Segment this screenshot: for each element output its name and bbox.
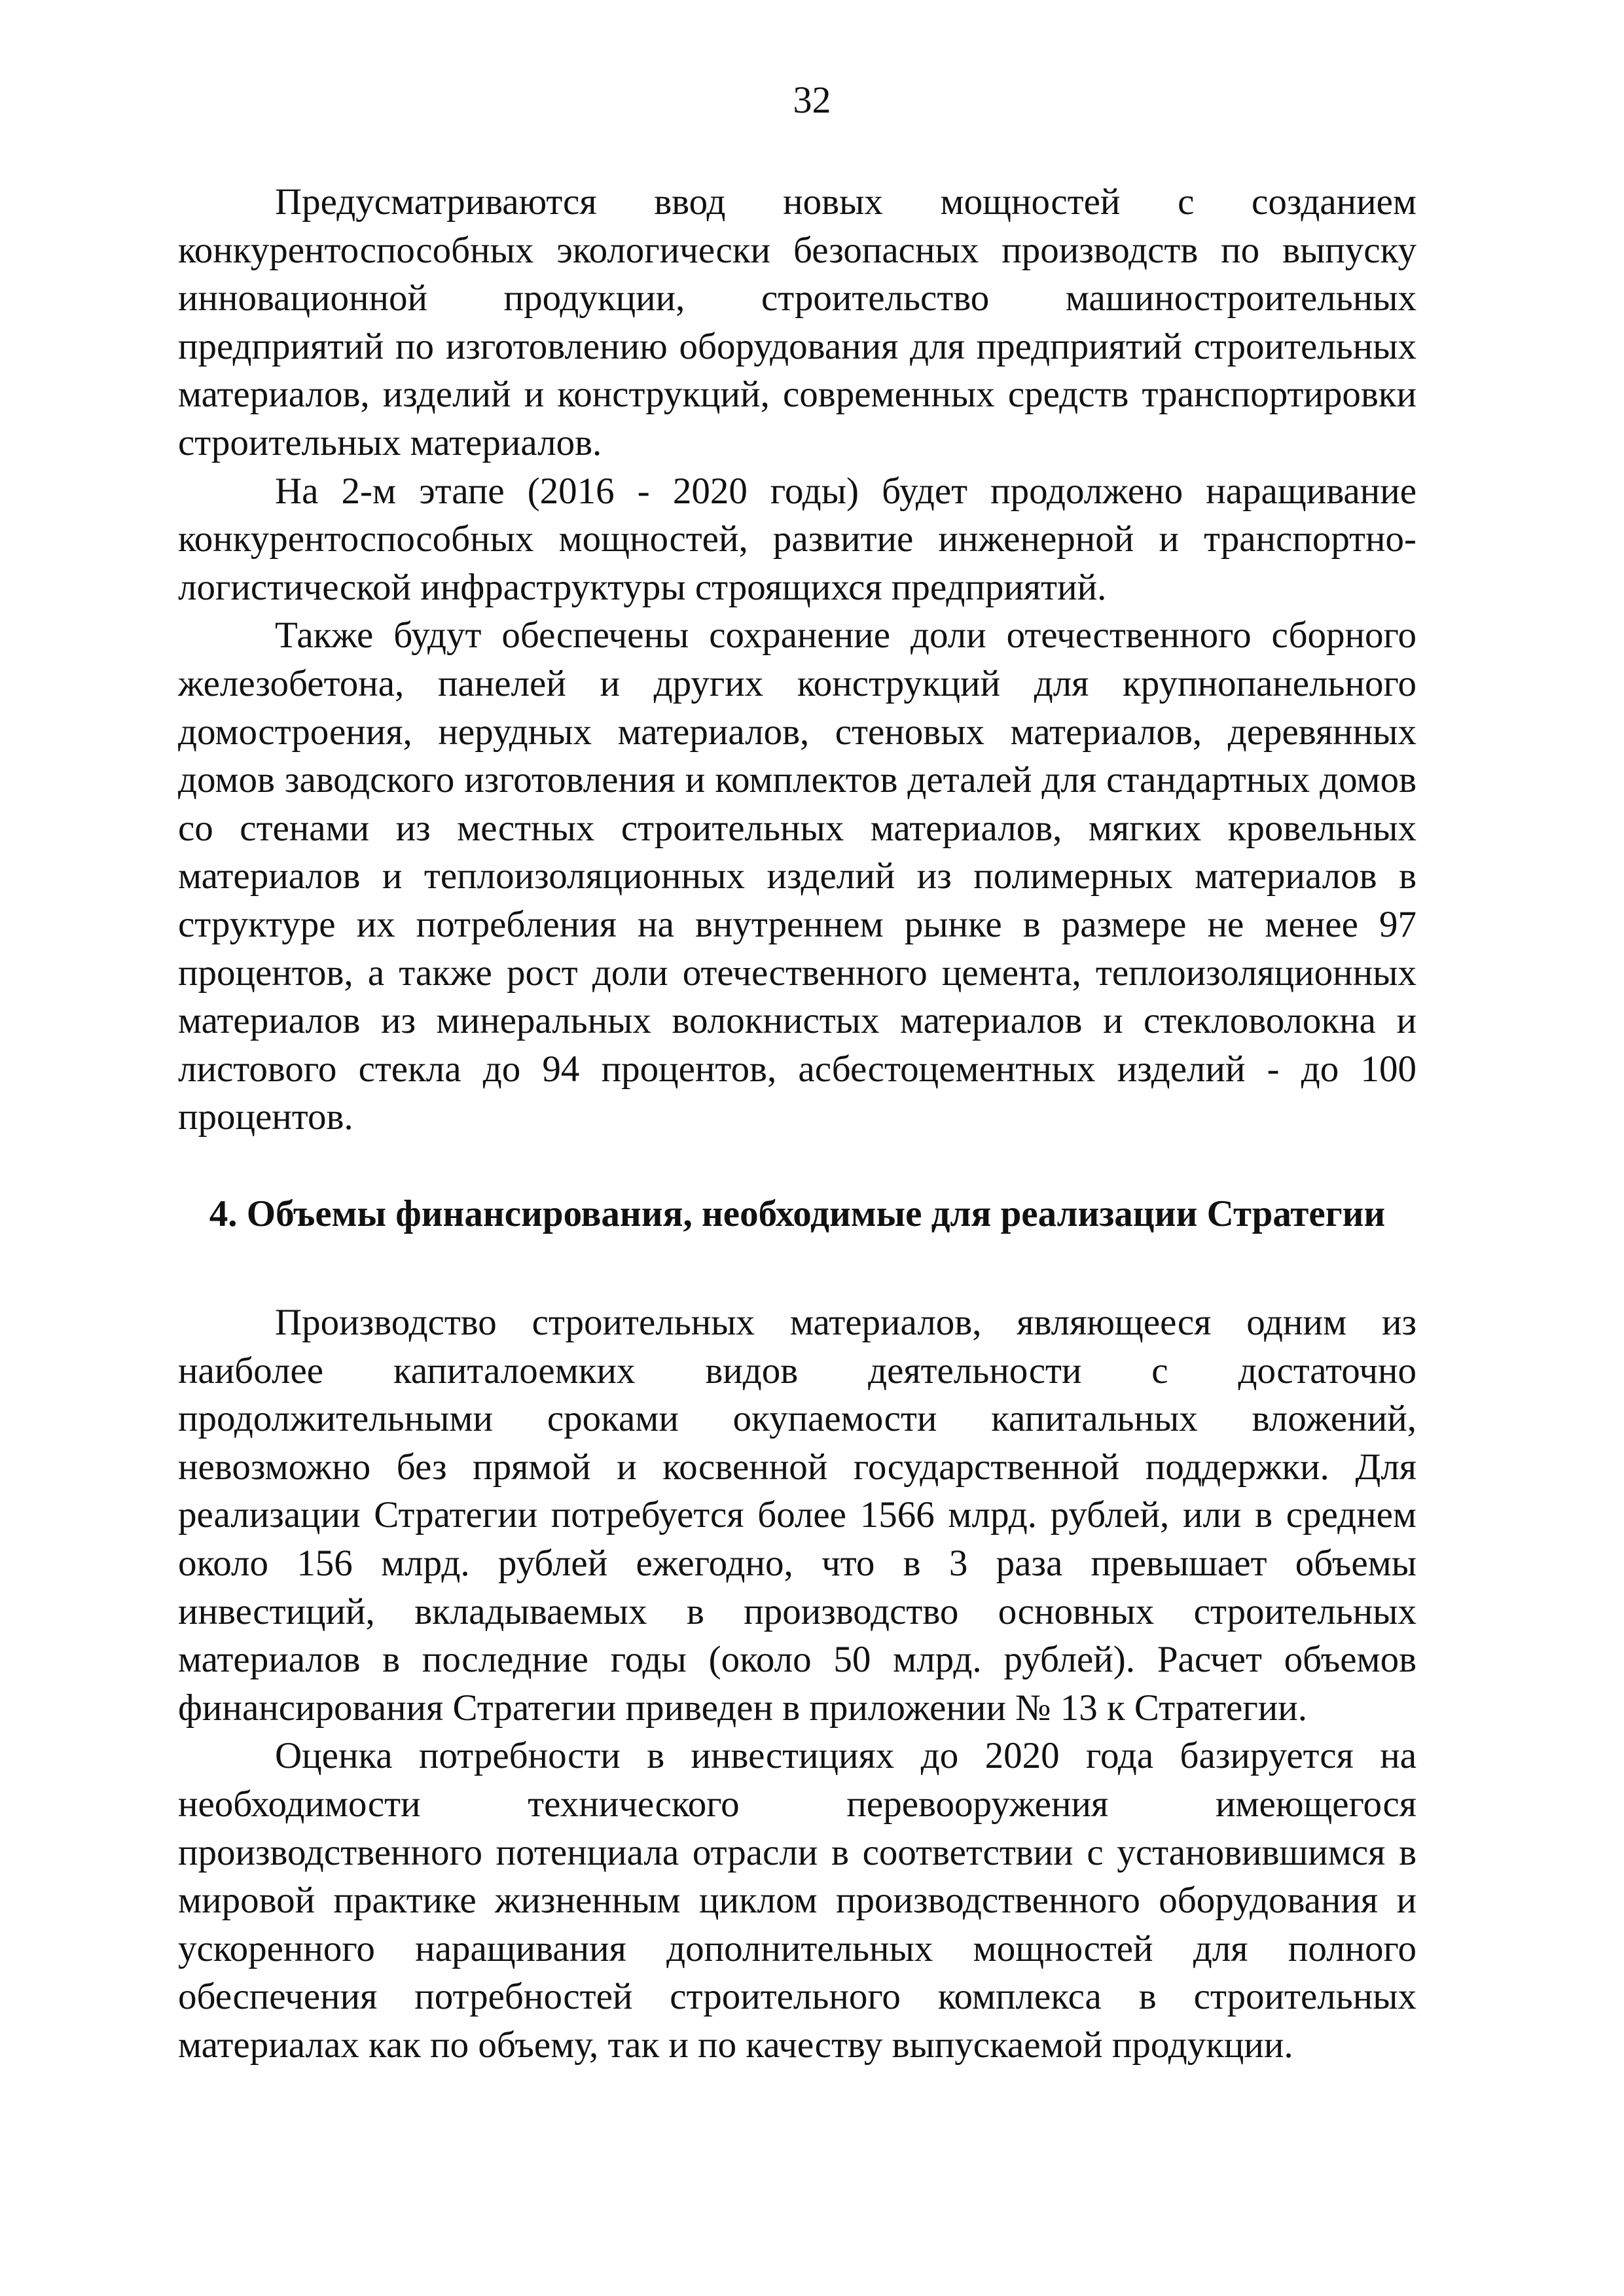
section-heading: 4. Объемы финансирования, необходимые для реализации Стратегии (209, 1193, 1386, 1234)
paragraph-new-capacities: Предусматриваются ввод новых мощностей с созданием конкурентоспособных экологически безопасных производств по выпуску инновационной продукции, строительство машиностроительных предприятий по изготовлению оборудования для предприятий строительных материалов, изделий и конструкций, современных средств транспортировки строительных материалов. (178, 181, 1416, 463)
paragraph-stage-two: На 2-м этапе (2016 - 2020 годы) будет продолжено наращивание конкурентоспособных мощностей, развитие инженерной и транспортно-логистической инфраструктуры строящихся предприятий. (178, 470, 1416, 608)
page-number: 32 (793, 79, 831, 121)
paragraph-domestic-share: Также будут обеспечены сохранение доли отечественного сборного железобетона, панелей и других конструкций для крупнопанельного домостроения, нерудных материалов, стеновых материалов, деревянных домов заводского изготовления и комплектов деталей для стандартных домов со стенами из местных строительных материалов, мягких кровельных материалов и теплоизоляционных изделий из полимерных материалов в структуре их потребления на внутреннем рынке в размере не менее 97 процентов, а также рост доли отечественного цемента, теплоизоляционных материалов из минеральных волокнистых материалов и стекловолокна и листового стекла до 94 процентов, асбестоцементных изделий - до 100 процентов. (178, 615, 1416, 1138)
paragraph-investment-assessment: Оценка потребности в инвестициях до 2020 года базируется на необходимости технического перевооружения имеющегося производственного потенциала отрасли в соответствии с установившимся в мировой практике жизненным циклом производственного оборудования и ускоренного наращивания дополнительных мощностей для полного обеспечения потребностей строительного комплекса в строительных материалах как по объему, так и по качеству выпускаемой продукции. (178, 1735, 1416, 2066)
paragraph-financing-volume: Производство строительных материалов, являющееся одним из наиболее капиталоемких видов деятельности с достаточно продолжительными сроками окупаемости капитальных вложений, невозможно без прямой и косвенной государственной поддержки. Для реализации Стратегии потребуется более 1566 млрд. рублей, или в среднем около 156 млрд. рублей ежегодно, что в 3 раза превышает объемы инвестиций, вкладываемых в производство основных строительных материалов в последние годы (около 50 млрд. рублей). Расчет объемов финансирования Стратегии приведен в приложении № 13 к Стратегии. (178, 1302, 1416, 1729)
text-section-stages (178, 178, 1416, 1141)
text-section-financing (178, 1299, 1416, 2070)
